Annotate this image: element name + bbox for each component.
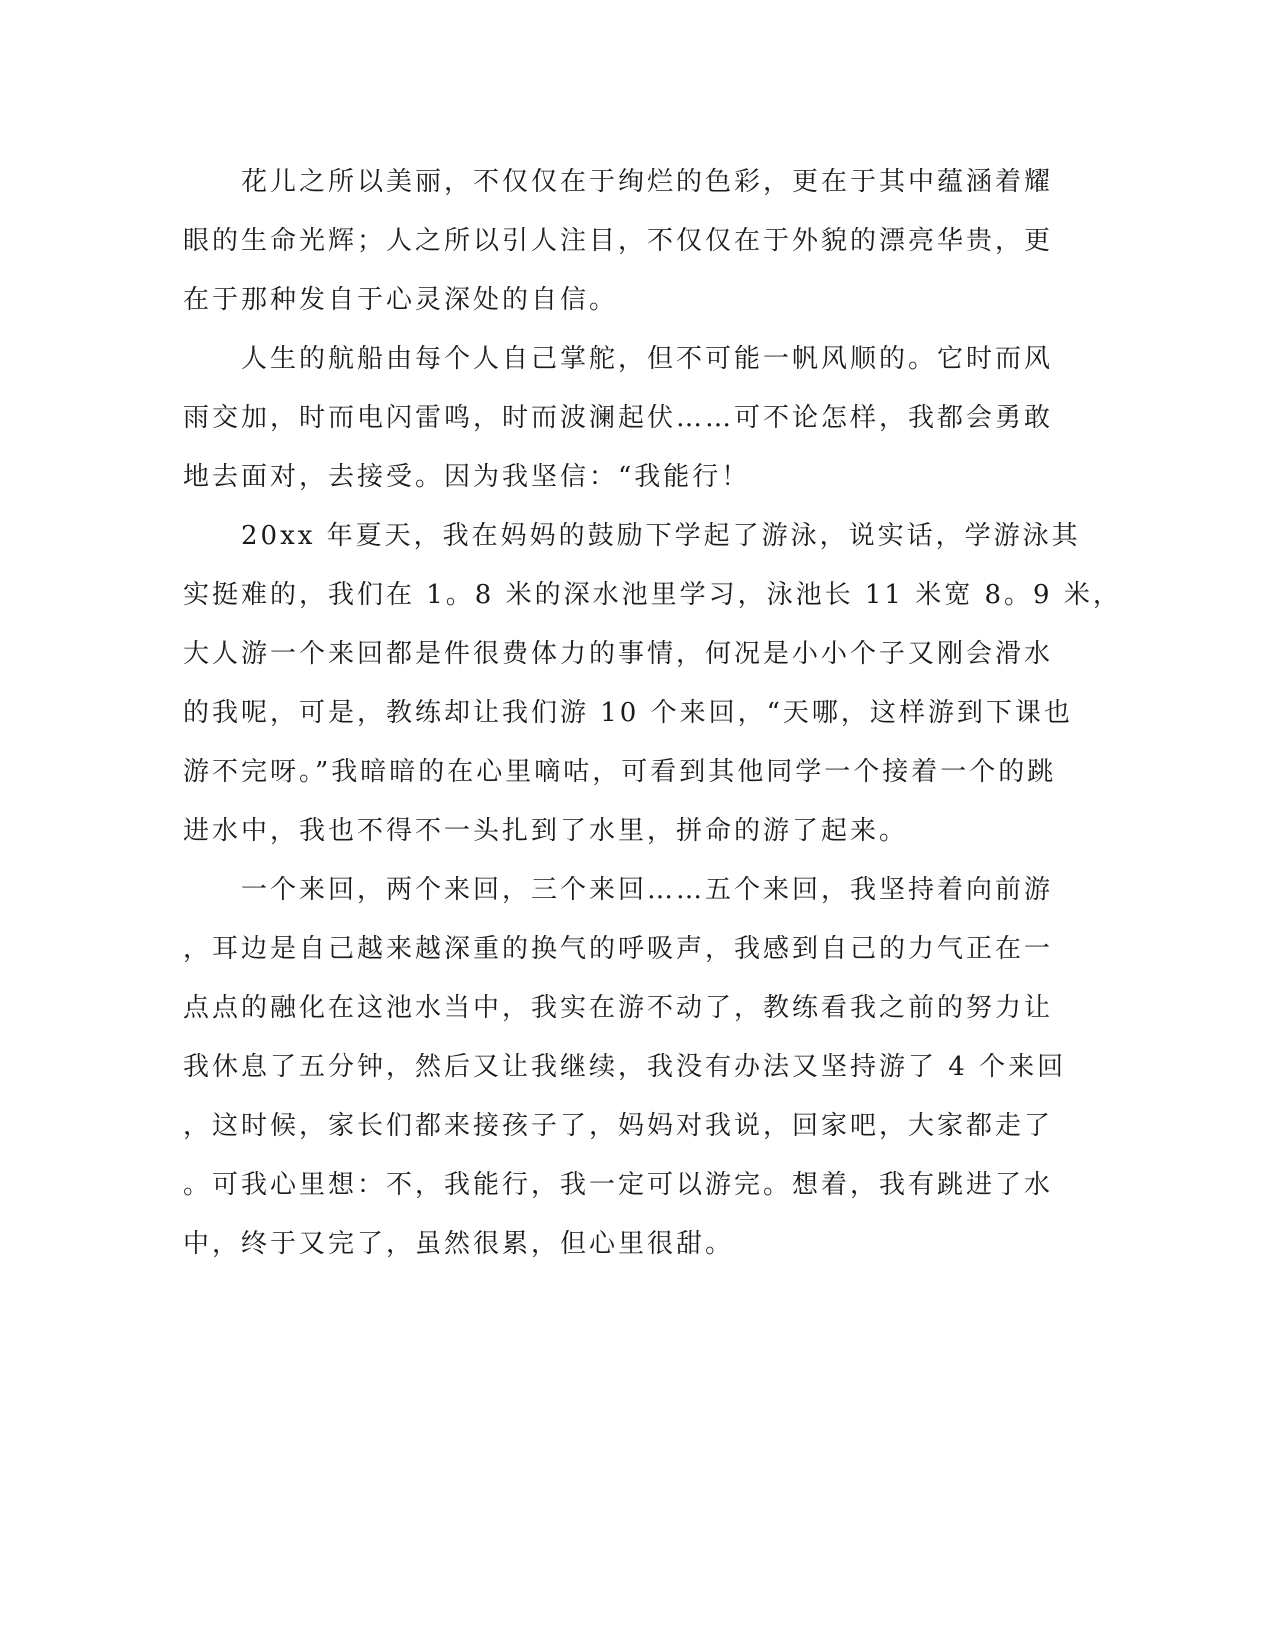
paragraph-3 [183,507,1122,861]
text-line: 的我呢，可是，教练却让我们游 10 个来回，“天哪，这样游到下课也 [183,698,1073,728]
text-line: 大人游一个来回都是件很费体力的事情，何况是小小个子又刚会滑水 [183,639,1054,669]
text-line: 进水中，我也不得不一头扎到了水里，拼命的游了起来。 [183,816,909,846]
paragraph-4 [183,861,1067,1274]
text-line: 中，终于又完了，虽然很累，但心里很甜。 [183,1229,735,1259]
text-line: 人生的航船由每个人自己掌舵，但不可能一帆风顺的。它时而风 [183,344,1054,374]
document-body [183,153,1122,1274]
paragraph-2 [183,330,1054,507]
text-line: 。可我心里想：不，我能行，我一定可以游完。想着，我有跳进了水 [183,1170,1054,1200]
paragraph-1 [183,153,1054,330]
text-line: 地去面对，去接受。因为我坚信：“我能行！ [183,462,751,492]
text-line: ，这时候，家长们都来接孩子了，妈妈对我说，回家吧，大家都走了 [183,1111,1054,1141]
text-line: 眼的生命光辉；人之所以引人注目，不仅仅在于外貌的漂亮华贵，更 [183,226,1054,256]
text-line: 一个来回，两个来回，三个来回……五个来回，我坚持着向前游 [183,875,1054,905]
text-line: 游不完呀。”我暗暗的在心里嘀咕，可看到其他同学一个接着一个的跳 [183,757,1057,787]
text-line: 在于那种发自于心灵深处的自信。 [183,285,619,315]
text-line: 雨交加，时而电闪雷鸣，时而波澜起伏……可不论怎样，我都会勇敢 [183,403,1054,433]
text-line: 实挺难的，我们在 1。8 米的深水池里学习，泳池长 11 米宽 8。9 米， [183,580,1122,610]
text-line: 点点的融化在这池水当中，我实在游不动了，教练看我之前的努力让 [183,993,1054,1023]
text-line: 花儿之所以美丽，不仅仅在于绚烂的色彩，更在于其中蕴涵着耀 [183,167,1054,197]
text-line: ，耳边是自己越来越深重的换气的呼吸声，我感到自己的力气正在一 [183,934,1054,964]
text-line: 我休息了五分钟，然后又让我继续，我没有办法又坚持游了 4 个来回 [183,1052,1067,1082]
text-line: 20xx 年夏天，我在妈妈的鼓励下学起了游泳，说实话，学游泳其 [183,521,1081,551]
